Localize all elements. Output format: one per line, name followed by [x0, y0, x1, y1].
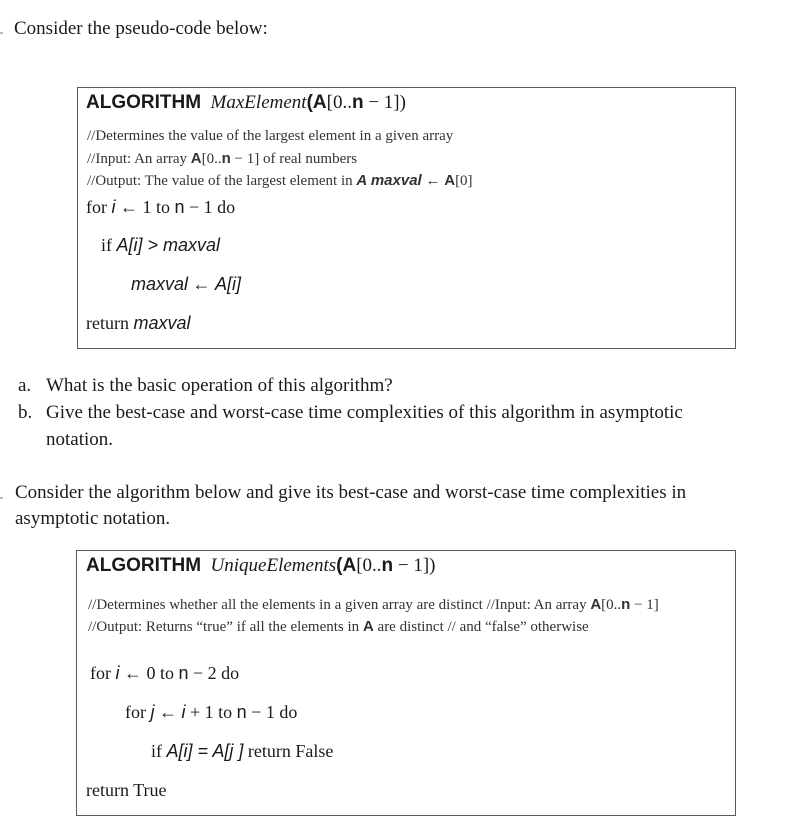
intro-text: Consider the pseudo-code below:: [14, 18, 268, 39]
code-line-if: if A[i] = A[j ] return False: [151, 741, 334, 761]
intro-text-2-continuation: asymptotic notation.: [15, 508, 171, 529]
margin-mark: [0, 497, 3, 499]
algorithm-keyword: ALGORITHM: [86, 92, 202, 113]
algorithm-header: ALGORITHM UniqueElements(A[0..n − 1]): [86, 555, 436, 576]
algorithm-name: MaxElement: [210, 92, 307, 113]
code-line-for: for i ← 1 to n − 1 do: [86, 197, 236, 217]
comment-line: //Determines whether all the elements in a given array are distinct //Input: An array A[0..n − 1]: [88, 596, 659, 613]
code-line-for-inner: for j ← i + 1 to n − 1 do: [125, 702, 298, 722]
intro-text-2: Consider the algorithm below and give its best-case and worst-case time complexities in: [15, 482, 687, 503]
algorithm-header: ALGORITHM MaxElement(A[0..n − 1]): [86, 92, 406, 113]
code-line-for-outer: for i ← 0 to n − 2 do: [90, 663, 240, 683]
question-b-marker: b.: [18, 402, 33, 423]
algorithm-box-uniqueelements: [76, 550, 736, 816]
question-b-text: Give the best-case and worst-case time complexities of this algorithm in asymptotic: [46, 402, 683, 423]
comment-line: //Input: An array A[0..n − 1] of real numbers: [87, 150, 358, 167]
algorithm-keyword: ALGORITHM: [86, 555, 202, 576]
algorithm-name: UniqueElements: [210, 555, 337, 576]
comment-line: //Determines the value of the largest element in a given array: [87, 128, 454, 144]
margin-mark: [0, 32, 3, 34]
code-line-if: if A[i] > maxval: [101, 235, 221, 255]
code-line-return: return maxval: [86, 313, 191, 333]
code-line-assign: maxval ← A[i]: [131, 274, 242, 294]
code-line-return: return True: [86, 780, 167, 800]
algorithm-box-maxelement: [77, 87, 736, 349]
comment-line: //Output: Returns “true” if all the elements in A are distinct // and “false” otherwise: [88, 618, 589, 635]
question-a-text: What is the basic operation of this algorithm?: [46, 375, 393, 396]
question-b-continuation: notation.: [46, 429, 114, 450]
comment-line: //Output: The value of the largest element in A maxval ← A[0]: [87, 172, 473, 189]
question-a-marker: a.: [18, 375, 32, 396]
